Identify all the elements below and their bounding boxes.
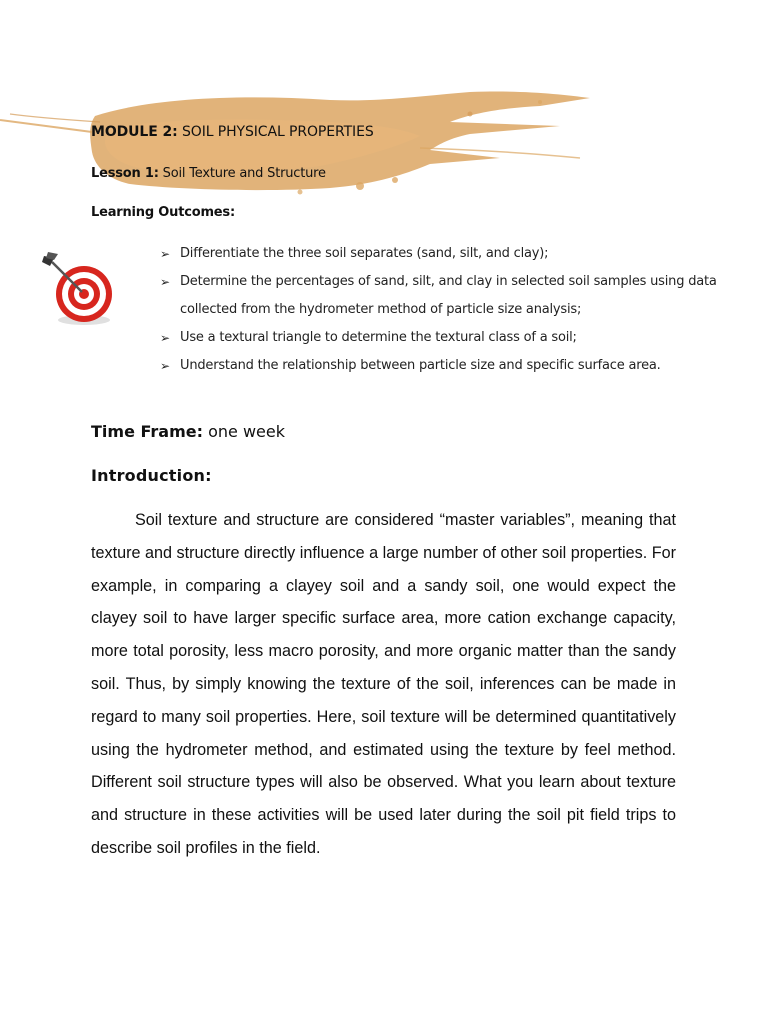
list-item: ➢ Understand the relationship between particle size and specific surface area. [160, 352, 720, 380]
time-frame-value: one week [208, 422, 286, 441]
dart-target-icon [40, 248, 120, 328]
list-item: ➢ Differentiate the three soil separates (sand, silt, and clay); [160, 240, 720, 268]
lesson-title [91, 166, 326, 181]
arrow-bullet-icon: ➢ [160, 275, 170, 289]
paint-splash-decoration [0, 88, 600, 198]
list-item: ➢ Determine the percentages of sand, silt, and clay in selected soil samples using data collected from the hydrometer method of particle size analysis; [160, 268, 720, 324]
module-title [91, 124, 374, 140]
arrow-bullet-icon: ➢ [160, 359, 170, 373]
time-frame [91, 422, 285, 441]
time-frame-label: Time Frame: [91, 422, 204, 441]
arrow-bullet-icon: ➢ [160, 331, 170, 345]
introduction-heading: Introduction: [91, 466, 212, 485]
lesson-label: Lesson 1: [91, 166, 159, 181]
list-item: ➢ Use a textural triangle to determine the textural class of a soil; [160, 324, 720, 352]
learning-outcomes-list [160, 240, 720, 380]
module-label: MODULE 2: [91, 124, 178, 140]
arrow-bullet-icon: ➢ [160, 247, 170, 261]
introduction-paragraph: Soil texture and structure are considered “master variables”, meaning that texture and structure directly influence a large number of other soil properties. For example, in comparing a clayey soil and a sandy soil, one would expect the clayey soil to have larger specific surface area, more cation exchange capacity, more total porosity, less macro porosity, and more organic matter than the sandy soil. Thus, by simply knowing the texture of the soil, inferences can be made in regard to many soil properties. Here, soil texture will be determined quantitatively using the hydrometer method, and estimated using the texture by feel method. Different soil structure types will also be observed. What you learn about texture and structure in these activities will be used later during the soil pit field trips to describe soil profiles in the field. [91, 511, 676, 857]
learning-outcomes-heading: Learning Outcomes: [91, 205, 235, 220]
module-name: SOIL PHYSICAL PROPERTIES [181, 124, 374, 140]
lesson-name: Soil Texture and Structure [162, 166, 326, 181]
